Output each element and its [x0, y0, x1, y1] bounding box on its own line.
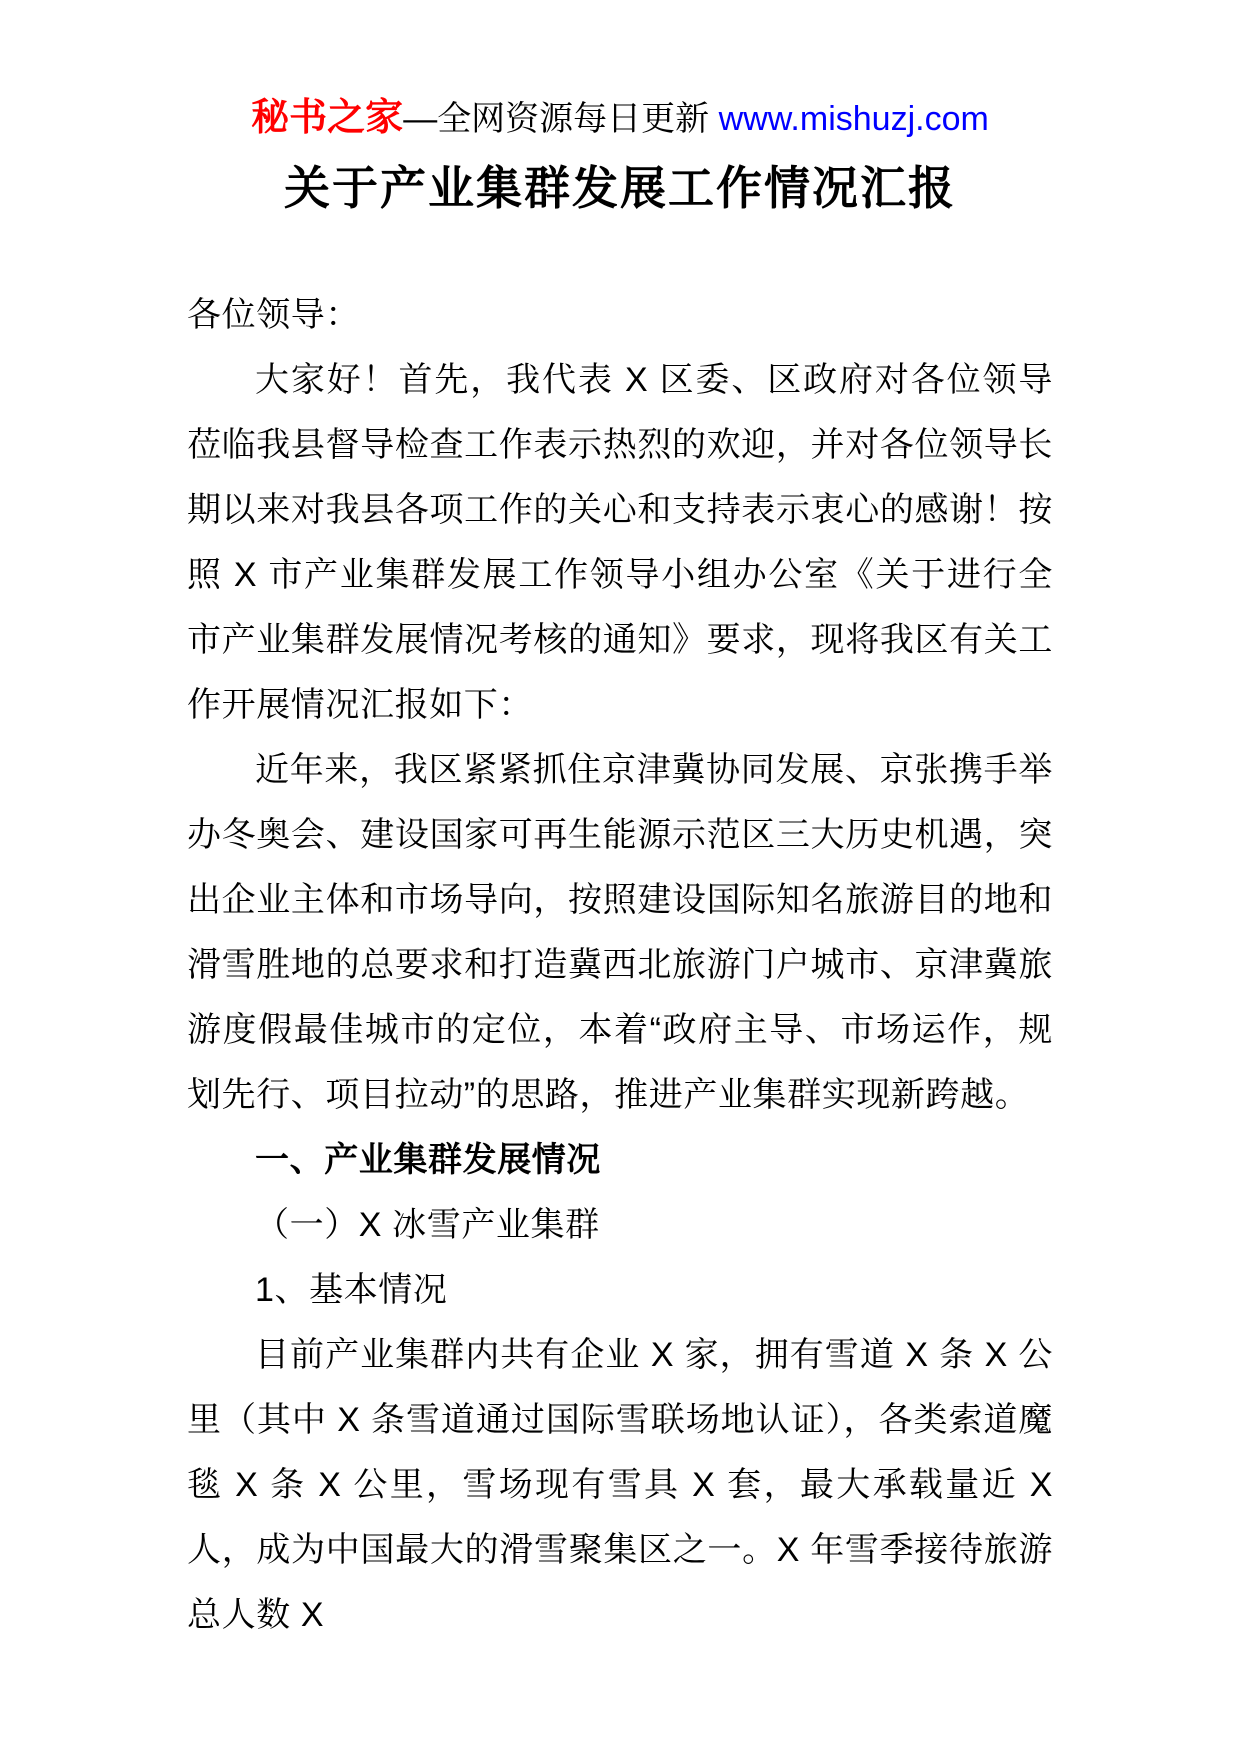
- paragraph: 近年来，我区紧紧抓住京津冀协同发展、京张携手举办冬奥会、建设国家可再生能源示范区三大历史机遇，突出企业主体和市场导向，按照建设国际知名旅游目的地和滑雪胜地的总要求和打造冀西北旅游门户城市、京津冀旅游度假最佳城市的定位，本着“政府主导、市场运作，规划先行、项目拉动”的思路，推进产业集群实现新跨越。: [187, 751, 1053, 1114]
- paragraph: 大家好！首先，我代表 X 区委、区政府对各位领导莅临我县督导检查工作表示热烈的欢迎，并对各位领导长期以来对我县各项工作的关心和支持表示衷心的感谢！按照 X 市产业集群发展工作领导小组办公室《关于进行全市产业集群发展情况考核的通知》要求，现将我区有关工作开展情况汇报如下：: [187, 361, 1053, 724]
- document-title: 关于产业集群发展工作情况汇报: [284, 162, 956, 214]
- section-heading: 一、产业集群发展情况: [255, 1141, 601, 1179]
- paragraph: （一）X 冰雪产业集群: [255, 1206, 600, 1244]
- site-tagline: —全网资源每日更新: [403, 100, 719, 138]
- site-brand: 秘书之家: [251, 97, 404, 139]
- site-header: [0, 94, 1240, 143]
- paragraph: 1、基本情况: [255, 1271, 448, 1309]
- site-url-link[interactable]: www.mishuzj.com: [718, 100, 989, 138]
- paragraph: 目前产业集群内共有企业 X 家，拥有雪道 X 条 X 公里（其中 X 条雪道通过国际雪联场地认证），各类索道魔毯 X 条 X 公里，雪场现有雪具 X 套，最大承载量近 X 人，成为中国最大的滑雪聚集区之一。X 年雪季接待旅游总人数 X: [187, 1336, 1053, 1634]
- document-body: [187, 283, 1053, 1648]
- paragraph: 各位领导：: [187, 296, 360, 334]
